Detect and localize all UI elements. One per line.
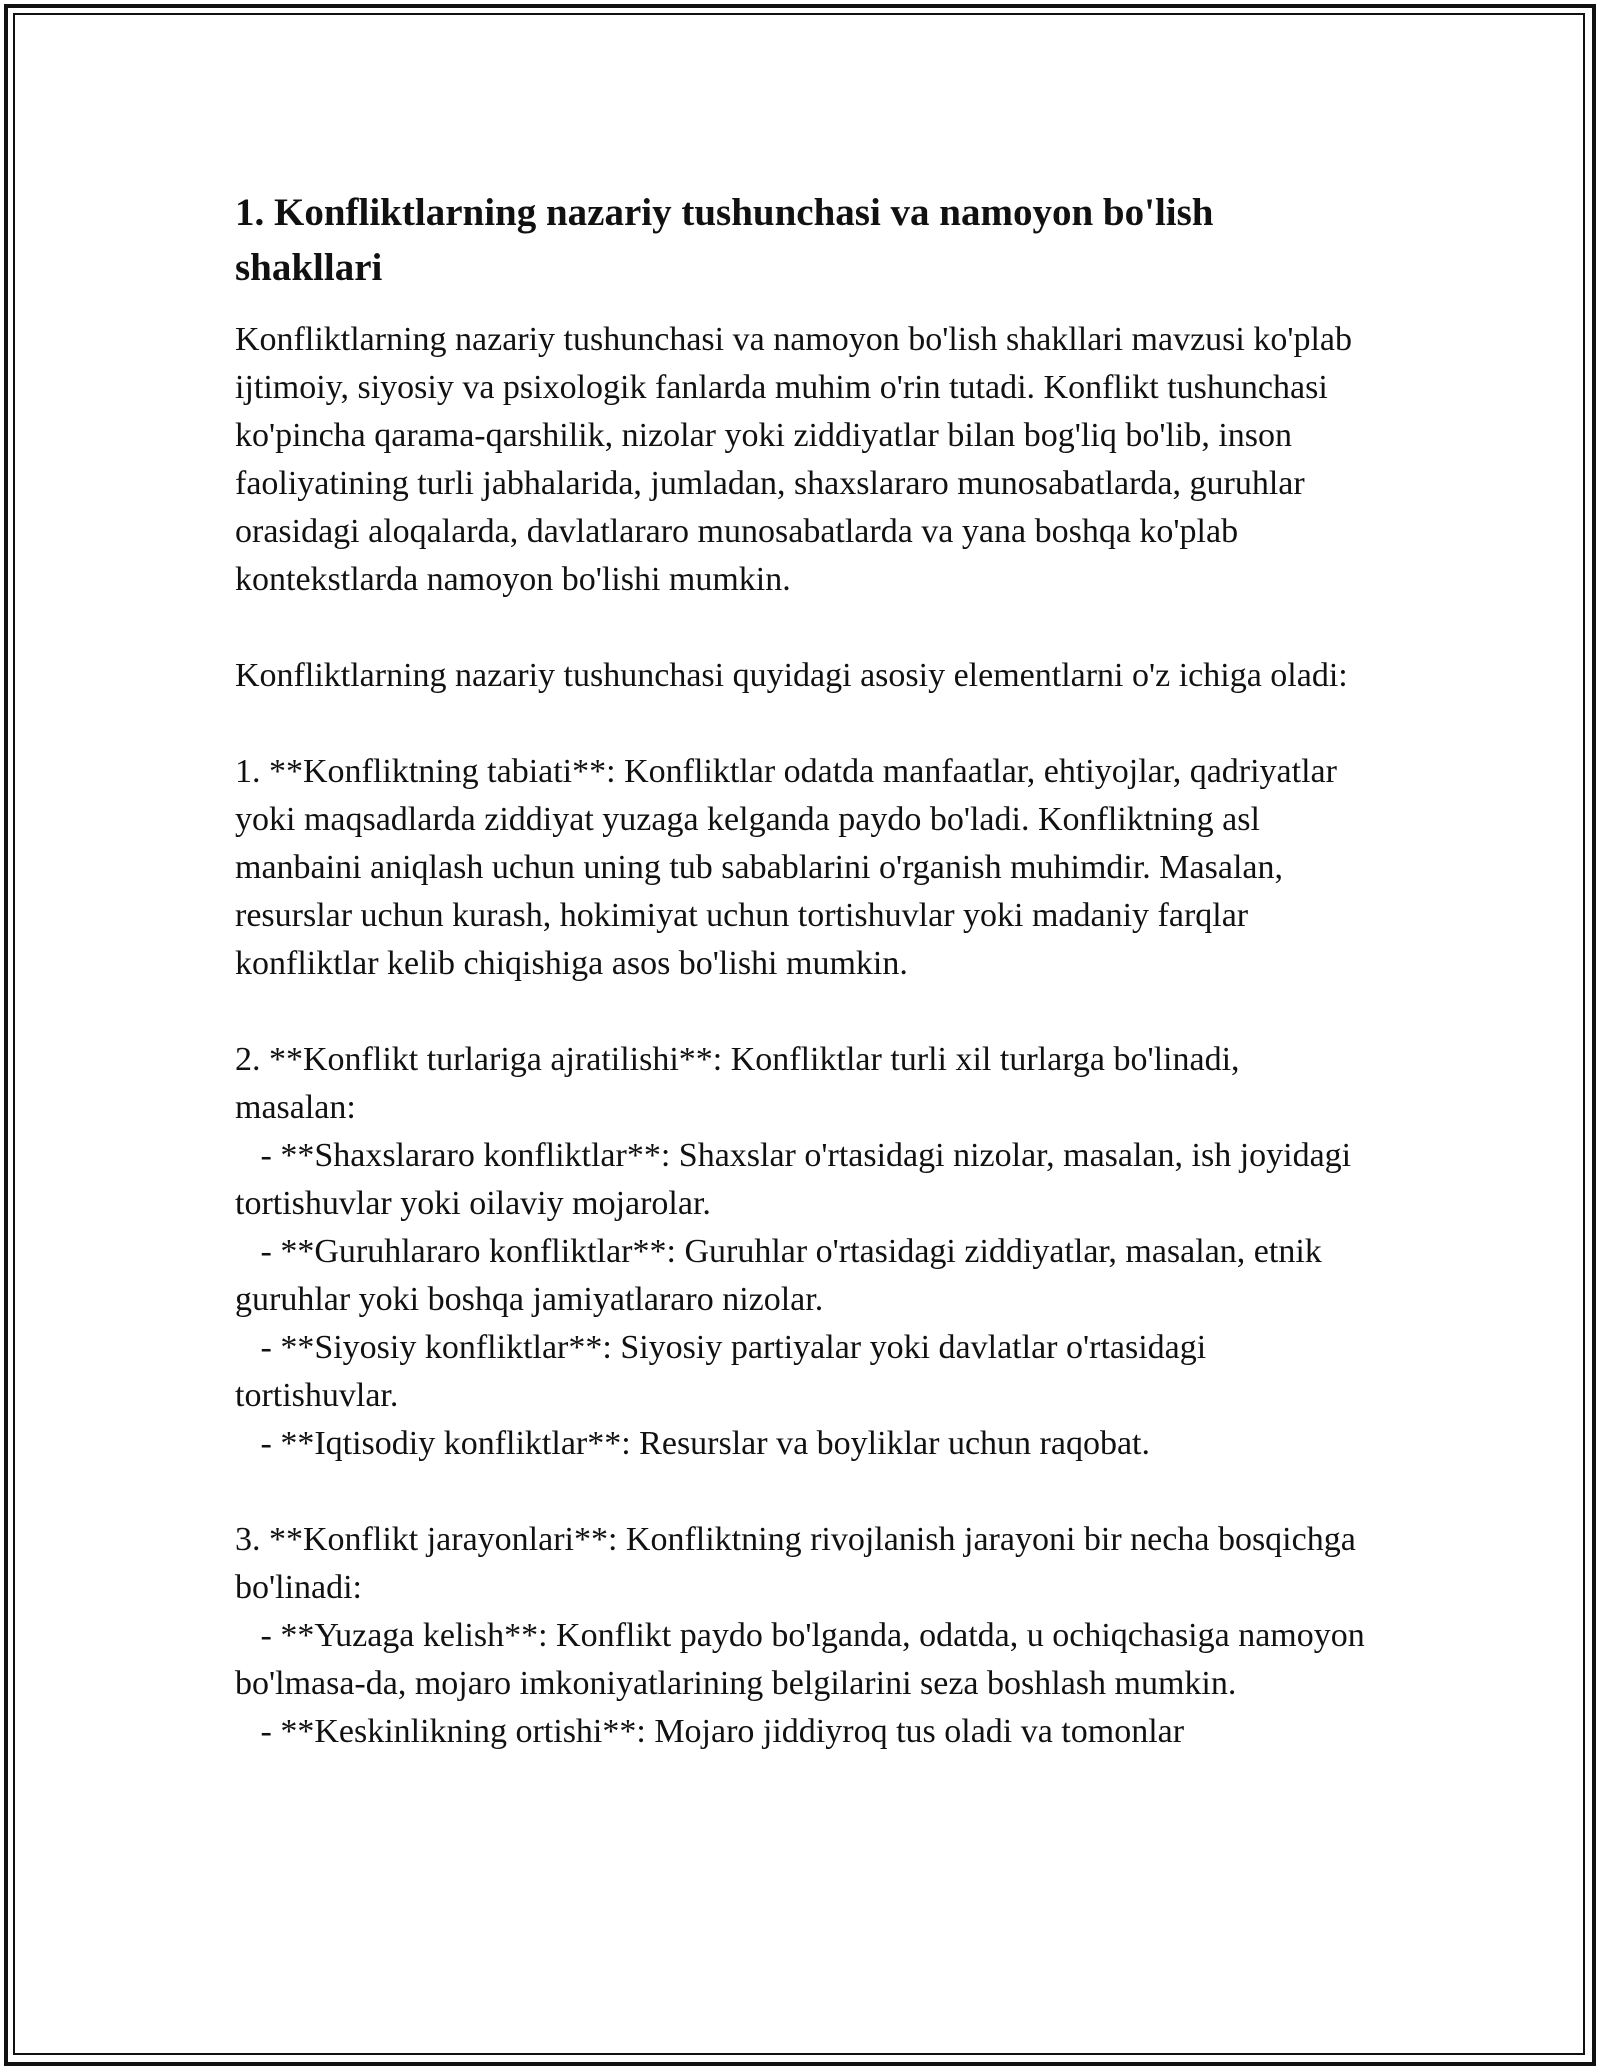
- document-body: Konfliktlarning nazariy tushunchasi va namoyon bo'lish shakllari mavzusi ko'plab ijtimoiy, siyosiy va psixologik fanlarda muhim o'rin tutadi. Konflikt tushunchasi ko'pincha qarama-qarshilik, nizolar yoki ziddiyatlar bilan bog'liq bo'lib, inson faoliyatining turli jabhalarida, jumladan, shaxslararo munosabatlarda, guruhlar orasidagi aloqalarda, davlatlararo munosabatlarda va yana boshqa ko'plab kontekstlarda namoyon bo'lishi mumkin. Konfliktlarning nazariy tushunchasi quyidagi asosiy elementlarni o'z ichiga oladi: 1. **Konfliktning tabiati**: Konfliktlar odatda manfaatlar, ehtiyojlar, qadriyatlar yoki maqsadlarda ziddiyat yuzaga kelganda paydo bo'ladi. Konfliktning asl manbaini aniqlash uchun uning tub sabablarini o'rganish muhimdir. Masalan, resurslar uchun kurash, hokimiyat uchun tortishuvlar yoki madaniy farqlar konfliktlar kelib chiqishiga asos bo'lishi mumkin. 2. **Konflikt turlariga ajratilishi**: Konfliktlar turli xil turlarga bo'linadi, masalan: - **Shaxslararo konfliktlar**: Shaxslar o'rtasidagi nizolar, masalan, ish joyidagi tortishuvlar yoki oilaviy mojarolar. - **Guruhlararo konfliktlar**: Guruhlar o'rtasidagi ziddiyatlar, masalan, etnik guruhlar yoki boshqa jamiyatlararo nizolar. - **Siyosiy konfliktlar**: Siyosiy partiyalar yoki davlatlar o'rtasidagi tortishuvlar. - **Iqtisodiy konfliktlar**: Resurslar va boyliklar uchun raqobat. 3. **Konflikt jarayonlari**: Konfliktning rivojlanish jarayoni bir necha bosqichga bo'linadi: - **Yuzaga kelish**: Konflikt paydo bo'lganda, odatda, u ochiqchasiga namoyon bo'lmasa-da, mojaro imkoniyatlarining belgilarini seza boshlash mumkin. - **Keskinlikning ortishi**: Mojaro jiddiyroq tus oladi va tomonlar: [235, 321, 1365, 1750]
- document-title: 1. Konfliktlarning nazariy tushunchasi va namoyon bo'lish shakllari: [235, 191, 1214, 289]
- document-content: [235, 185, 1365, 1756]
